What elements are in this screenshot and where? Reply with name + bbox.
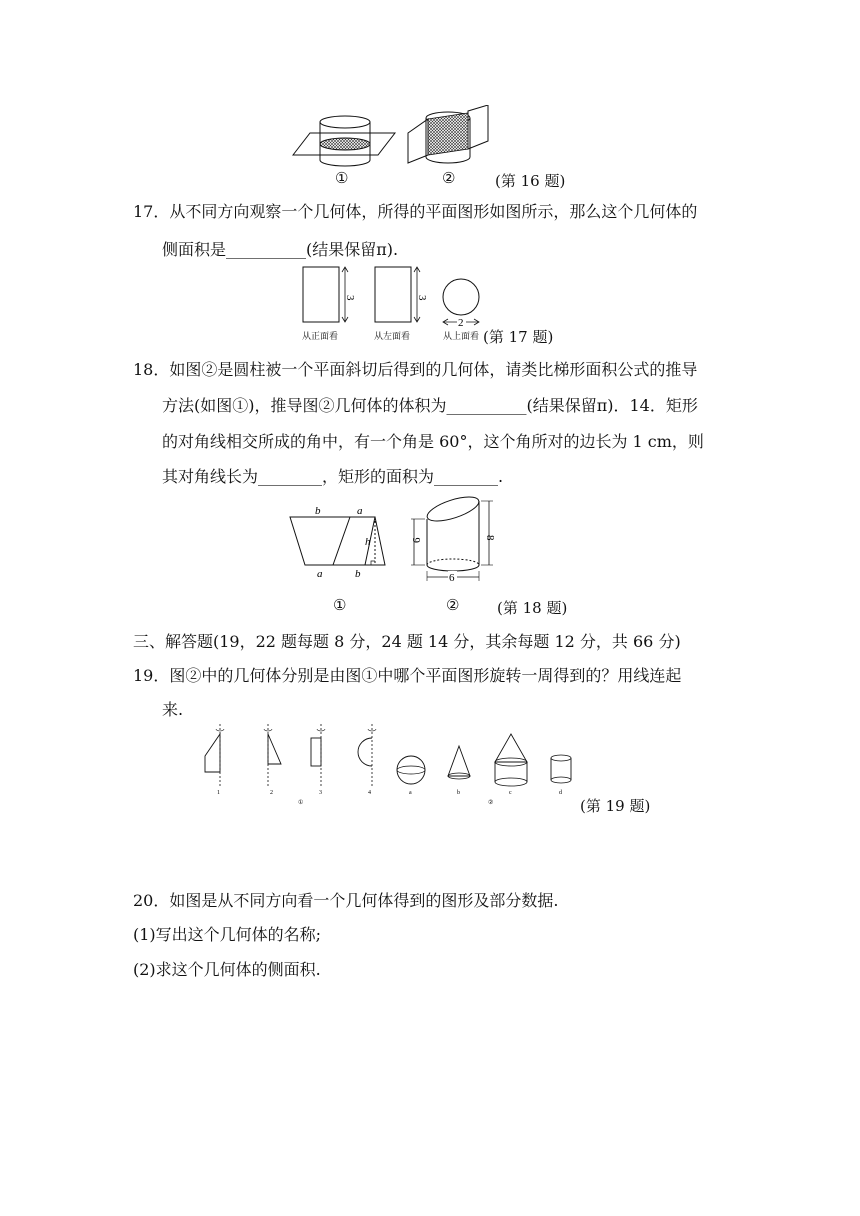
- section3-title: 三、解答题(19，22 题每题 8 分，24 题 14 分，其余每题 12 分，共 66 分): [133, 632, 681, 651]
- q19-solid-b: [448, 746, 470, 796]
- q18-line4: 其对角线长为________，矩形的面积为________.: [162, 467, 504, 486]
- svg-text:a: a: [409, 790, 412, 796]
- q19-caption: (第 19 题): [580, 797, 651, 815]
- q20-sub1: (1)写出这个几何体的名称;: [133, 925, 322, 944]
- q17-front-dim: 3: [344, 295, 356, 301]
- q18-trap-a-bottom: a: [317, 568, 323, 580]
- q16-figure1-label: ①: [335, 169, 349, 187]
- q16-caption: (第 16 题): [495, 172, 566, 190]
- q19-shape3: [311, 724, 325, 796]
- q18-trap-b-bottom: b: [355, 568, 361, 580]
- q19-line2: 来.: [162, 700, 184, 719]
- q18-figure2-label: ②: [446, 596, 460, 614]
- q18-figure1-label: ①: [333, 596, 347, 614]
- q18-line3: 的对角线相交所成的角中，有一个角是 60°，这个角所对的边长为 1 cm，则: [162, 432, 704, 451]
- q20-sub2: (2)求这个几何体的侧面积.: [133, 960, 321, 979]
- q18-caption: (第 18 题): [497, 599, 568, 617]
- q16-figure2-label: ②: [442, 169, 456, 187]
- svg-text:3: 3: [319, 790, 322, 796]
- q17-caption: (第 17 题): [483, 328, 554, 346]
- svg-text:d: d: [559, 790, 562, 796]
- q18-cyl-bottom-dim: 6: [449, 572, 455, 584]
- q18-cyl-left-dim: 6: [411, 537, 423, 543]
- q18-cyl-right-dim: 8: [484, 535, 496, 541]
- svg-text:①: ①: [298, 800, 304, 806]
- q19-diagrams: [195, 720, 585, 810]
- q18-line1: 18．如图②是圆柱被一个平面斜切后得到的几何体，请类比梯形面积公式的推导: [133, 360, 698, 379]
- q19-solid-c: [495, 734, 527, 796]
- q20-line1: 20．如图是从不同方向看一个几何体得到的图形及部分数据.: [133, 891, 559, 910]
- q19-solid-d: [551, 755, 571, 796]
- q19-solid-a: [397, 756, 425, 796]
- q17-front-label: 从正面看: [302, 332, 339, 342]
- q18-trap-h: h: [365, 536, 371, 548]
- q17-left-label: 从左面看: [374, 332, 411, 342]
- q16-figure1: [293, 116, 395, 166]
- q19-shape4: [358, 724, 376, 796]
- q16-figures: [290, 105, 490, 175]
- svg-text:2: 2: [270, 790, 273, 796]
- q19-shape1: [205, 724, 224, 796]
- svg-text:4: 4: [368, 790, 371, 796]
- q18-trap-b-top: b: [315, 505, 321, 517]
- q18-diagrams: [285, 495, 500, 595]
- q18-figures: [285, 495, 500, 595]
- q18-trap-a-top: a: [357, 505, 363, 517]
- q17-line1: 17．从不同方向观察一个几何体，所得的平面图形如图所示，那么这个几何体的: [133, 202, 698, 221]
- q19-figures: [195, 720, 585, 810]
- q16-cylinder-diagrams: [290, 105, 490, 175]
- q17-top-dim: 2: [458, 317, 464, 329]
- q18-line2: 方法(如图①)，推导图②几何体的体积为__________(结果保留π)．14．矩形: [162, 396, 698, 415]
- svg-text:b: b: [457, 790, 460, 796]
- q17-left-dim: 3: [416, 295, 428, 301]
- q19-shape2: [264, 724, 281, 796]
- q19-line1: 19．图②中的几何体分别是由图①中哪个平面图形旋转一周得到的？用线连起: [133, 666, 682, 685]
- q17-line2: 侧面积是__________(结果保留π).: [162, 240, 399, 259]
- q16-figure2: [408, 105, 488, 163]
- svg-text:1: 1: [217, 790, 220, 796]
- svg-text:②: ②: [488, 800, 494, 806]
- q17-top-label: 从上面看: [443, 332, 480, 342]
- svg-text:c: c: [509, 790, 512, 796]
